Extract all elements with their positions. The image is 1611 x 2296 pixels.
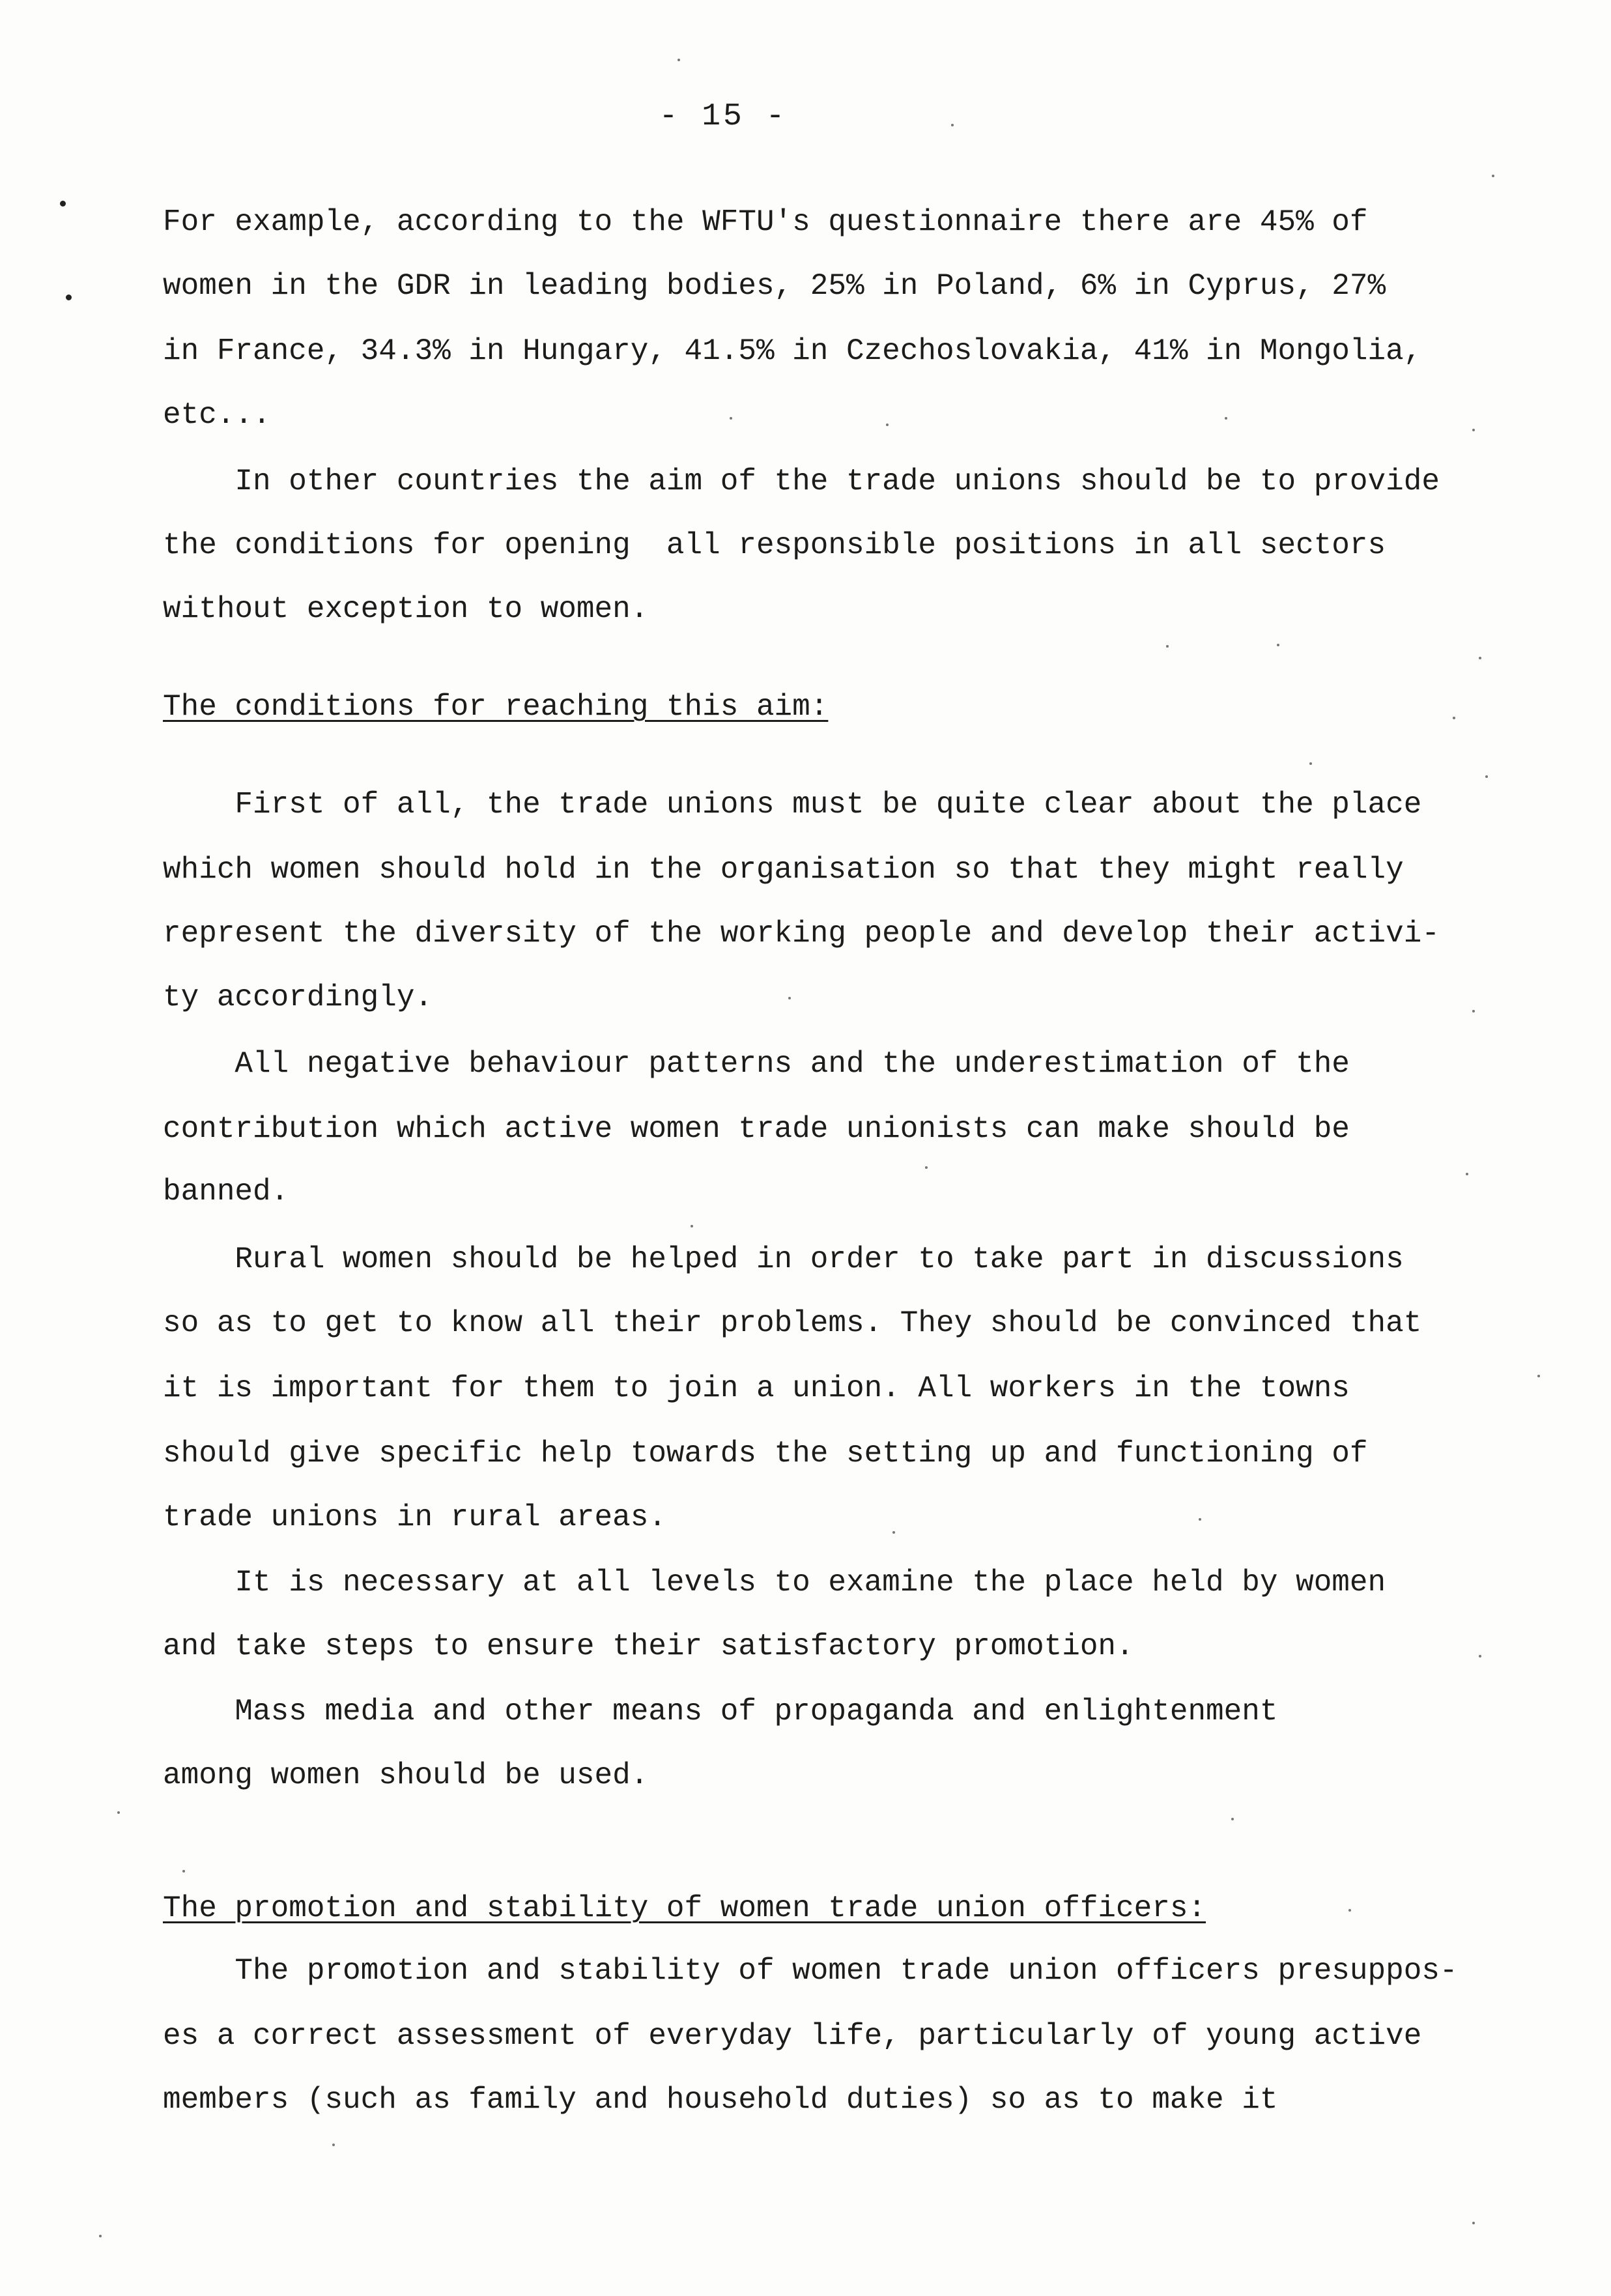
scan-speck [1472, 1010, 1475, 1012]
scan-speck [1537, 1375, 1540, 1377]
section-heading: The promotion and stability of women trade union officers: [163, 1891, 1206, 1925]
scan-speck [730, 417, 732, 420]
text-line: and take steps to ensure their satisfactory promotion. [163, 1629, 1134, 1663]
text-line: etc... [163, 398, 271, 432]
text-line: All negative behaviour patterns and the underestimation of the [163, 1047, 1350, 1081]
text-line: Rural women should be helped in order to take part in discussions [163, 1242, 1404, 1276]
scan-speck [1348, 1909, 1351, 1912]
scan-speck [886, 423, 889, 426]
text-line: banned. [163, 1175, 289, 1209]
scan-speck [788, 997, 791, 999]
section-heading: The conditions for reaching this aim: [163, 690, 829, 724]
margin-dot [60, 201, 66, 207]
scan-speck [1309, 762, 1312, 765]
text-line: The promotion and stability of women trade union officers presuppos- [163, 1954, 1458, 1988]
scan-speck [691, 1225, 693, 1227]
text-line: Mass media and other means of propaganda and enlightenment [163, 1695, 1278, 1729]
scan-speck [182, 1870, 185, 1873]
scan-speck [1492, 175, 1494, 177]
scan-speck [1479, 1655, 1481, 1657]
scan-speck [1231, 1818, 1234, 1820]
scan-speck [1199, 1518, 1201, 1521]
text-line: should give specific help towards the setting up and functioning of [163, 1437, 1368, 1471]
scan-speck [1225, 417, 1227, 420]
text-line: contribution which active women trade unionists can make should be [163, 1112, 1350, 1146]
text-line: trade unions in rural areas. [163, 1500, 666, 1534]
text-line: es a correct assessment of everyday life, particularly of young active [163, 2019, 1422, 2053]
scan-speck [117, 1811, 120, 1814]
text-line: the conditions for opening all responsible positions in all sectors [163, 528, 1386, 562]
text-line: in France, 34.3% in Hungary, 41.5% in Czechoslovakia, 41% in Mongolia, [163, 334, 1422, 368]
scan-speck [1472, 2222, 1475, 2224]
scan-speck [925, 1166, 928, 1169]
text-line: among women should be used. [163, 1758, 649, 1792]
text-line: women in the GDR in leading bodies, 25% in Poland, 6% in Cyprus, 27% [163, 269, 1386, 303]
scan-speck [99, 2235, 102, 2237]
text-line: In other countries the aim of the trade unions should be to provide [163, 465, 1440, 498]
text-line: it is important for them to join a union. All workers in the towns [163, 1371, 1350, 1405]
scan-speck [1453, 717, 1455, 719]
page-number: - 15 - [659, 99, 788, 134]
text-line: For example, according to the WFTU's questionnaire there are 45% of [163, 205, 1368, 239]
text-line: members (such as family and household duties) so as to make it [163, 2083, 1278, 2117]
text-line: without exception to women. [163, 592, 649, 626]
text-line: so as to get to know all their problems. They should be convinced that [163, 1306, 1422, 1340]
scan-speck [1472, 429, 1475, 431]
scan-speck [951, 124, 954, 126]
scan-speck [1466, 1173, 1468, 1175]
scan-speck [332, 2144, 335, 2146]
text-line: First of all, the trade unions must be quite clear about the place [163, 788, 1422, 822]
scan-speck [1479, 657, 1481, 659]
text-line: ty accordingly. [163, 981, 433, 1014]
scan-speck [1166, 645, 1169, 648]
text-line: represent the diversity of the working people and develop their activi- [163, 917, 1440, 951]
scan-speck [677, 59, 680, 61]
scan-speck [1485, 775, 1488, 778]
scan-speck [1277, 644, 1279, 646]
margin-dot [66, 294, 72, 300]
text-line: It is necessary at all levels to examine the place held by women [163, 1566, 1386, 1600]
text-line: which women should hold in the organisation so that they might really [163, 853, 1404, 887]
scan-speck [892, 1531, 895, 1534]
